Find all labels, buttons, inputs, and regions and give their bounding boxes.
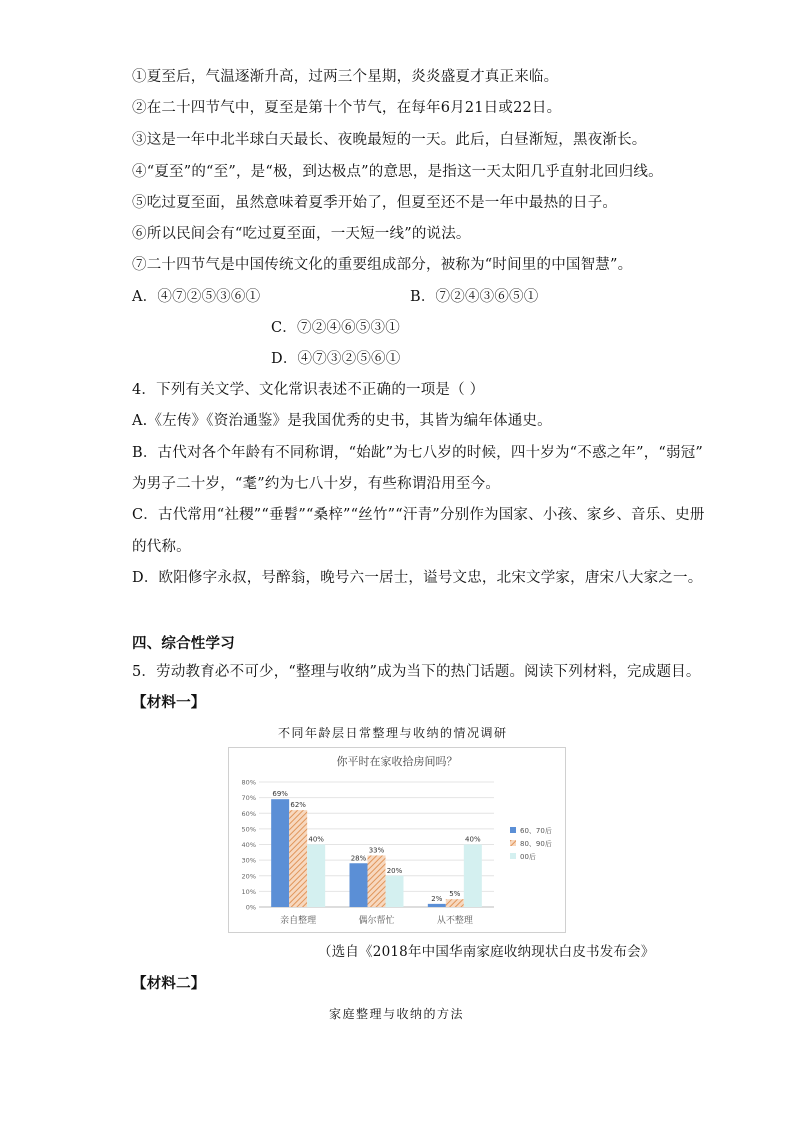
category-label: 亲自整理	[280, 916, 317, 926]
q4-stem: 4．下列有关文学、文化常识表述不正确的一项是（ ）	[132, 382, 485, 398]
data-label: 5%	[449, 890, 461, 899]
legend-label: 60、70后	[520, 827, 552, 835]
material-1-label: 【材料一】	[132, 694, 206, 711]
legend-swatch	[510, 827, 516, 833]
sentence-2: ②在二十四节气中，夏至是第十个节气，在每年6月21日或22日。	[132, 100, 562, 116]
q3-option-a: A．④⑦②⑤③⑥①	[132, 289, 261, 305]
y-tick-label: 80%	[241, 778, 256, 787]
data-label: 40%	[308, 835, 324, 844]
data-label: 69%	[272, 790, 288, 799]
q4-option-b-line1: B．古代对各个年龄有不同称谓，“始龀”为七八岁的时候，四十岁为“不惑之年”，“弱冠”	[132, 445, 704, 461]
sentence-4: ④“夏至”的“至”，是“极，到达极点”的意思，是指这一天太阳几乎直射北回归线。	[132, 164, 663, 180]
chart-title: 你平时在家收拾房间吗？	[336, 755, 458, 768]
q3-option-d: D．④⑦③②⑤⑥①	[271, 351, 401, 367]
y-tick-label: 50%	[241, 825, 256, 834]
figure-caption: 不同年龄层日常整理与收纳的情况调研	[278, 726, 508, 740]
figure-source: （选自《2018年中国华南家庭收纳现状白皮书发布会》	[318, 944, 655, 960]
category-label: 偶尔帮忙	[358, 916, 395, 926]
category-label: 从不整理	[436, 916, 473, 926]
q4-option-a: A.《左传》《资治通鉴》是我国优秀的史书，其皆为编年体通史。	[132, 413, 552, 429]
bar	[428, 904, 446, 907]
bar	[350, 863, 368, 907]
y-tick-label: 0%	[245, 903, 256, 912]
bar	[446, 899, 464, 907]
q4-option-d: D．欧阳修字永叔，号醉翁，晚号六一居士，谥号文忠，北宋文学家，唐宋八大家之一。	[132, 570, 703, 586]
y-tick-label: 70%	[241, 794, 256, 803]
bar	[386, 876, 404, 907]
q5-stem: 5．劳动教育必不可少，“整理与收纳”成为当下的热门话题。阅读下列材料，完成题目。	[132, 664, 701, 680]
sentence-6: ⑥所以民间会有“吃过夏至面，一天短一线”的说法。	[132, 226, 471, 242]
data-label: 62%	[290, 801, 306, 810]
q4-option-c-line1: C．古代常用“社稷”“垂髫”“桑梓”“丝竹”“汗青”分别作为国家、小孩、家乡、音乐、史册	[132, 507, 705, 523]
sentence-5: ⑤吃过夏至面，虽然意味着夏季开始了，但夏至还不是一年中最热的日子。	[132, 195, 618, 211]
bar	[368, 855, 386, 907]
y-tick-label: 40%	[241, 841, 256, 849]
sentence-1: ①夏至后，气温逐渐升高，过两三个星期，炎炎盛夏才真正来临。	[132, 69, 559, 85]
bar	[464, 845, 482, 908]
legend-label: 00后	[520, 853, 536, 861]
y-tick-label: 60%	[241, 809, 256, 818]
bar	[289, 810, 307, 907]
data-label: 2%	[431, 894, 443, 903]
q3-option-c: C．⑦②④⑥⑤③①	[271, 320, 400, 336]
bar	[271, 799, 289, 907]
material-2-caption: 家庭整理与收纳的方法	[329, 1007, 465, 1021]
q3-option-b: B．⑦②④③⑥⑤①	[410, 289, 539, 305]
data-label: 20%	[386, 866, 403, 875]
y-tick-label: 10%	[241, 887, 256, 896]
legend-swatch	[510, 853, 516, 859]
y-tick-label: 20%	[241, 872, 256, 881]
data-label: 33%	[368, 846, 385, 855]
sentence-7: ⑦二十四节气是中国传统文化的重要组成部分，被称为“时间里的中国智慧”。	[132, 257, 633, 273]
data-label: 40%	[465, 835, 481, 844]
q4-option-b-line2: 为男子二十岁，“耄”约为七八十岁，有些称谓沿用至今。	[132, 476, 501, 492]
sentence-3: ③这是一年中北半球白天最长、夜晚最短的一天。此后，白昼渐短，黑夜渐长。	[132, 132, 647, 148]
y-tick-label: 30%	[241, 856, 256, 865]
material-2-label: 【材料二】	[132, 975, 206, 992]
section-heading: 四、综合性学习	[132, 635, 235, 652]
data-label: 28%	[350, 854, 367, 863]
bar-chart	[228, 747, 566, 933]
q4-option-c-line2: 的代称。	[132, 539, 191, 555]
legend-swatch	[510, 840, 516, 846]
bar-chart-svg	[229, 748, 565, 932]
legend-label: 80、90后	[520, 840, 552, 848]
bar	[307, 845, 325, 908]
